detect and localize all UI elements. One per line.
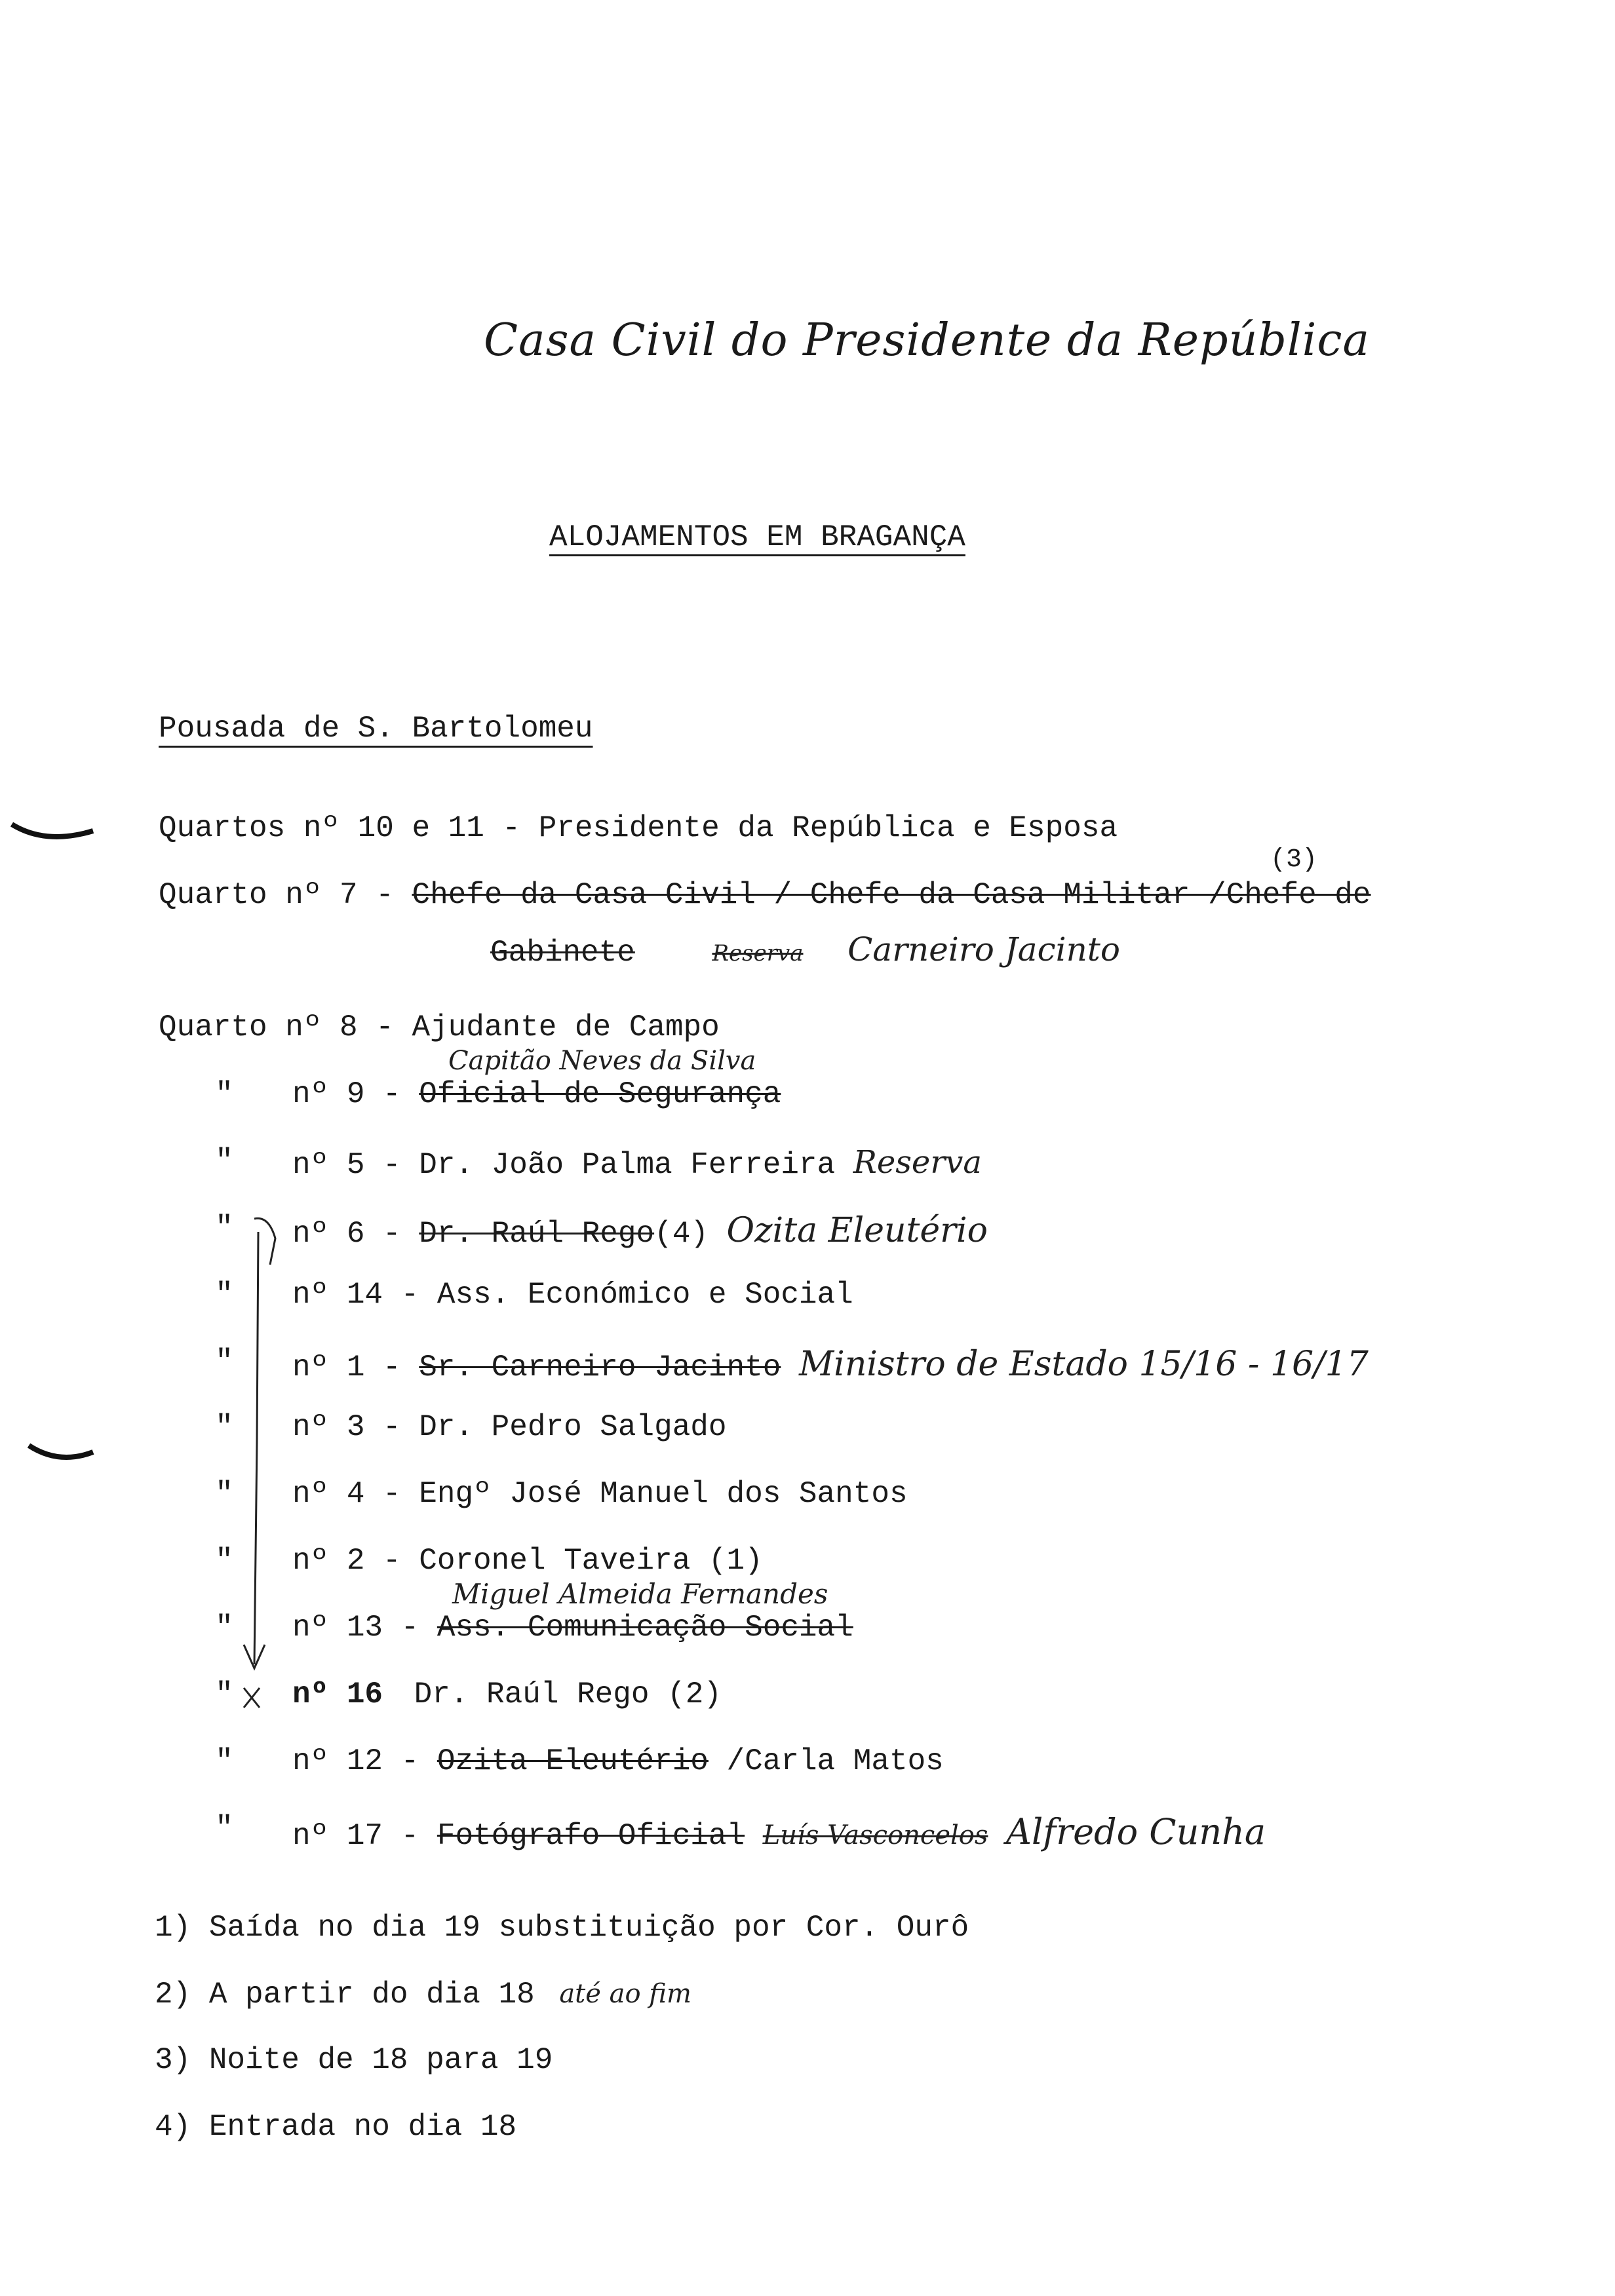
room-9-prefix: nº 9 - — [292, 1077, 419, 1111]
room-12-occupant: /Carla Matos — [726, 1744, 944, 1778]
room-7-struck-line2: Gabinete — [490, 936, 635, 970]
ditto-mark: " — [215, 1410, 233, 1444]
room-10-11-prefix: Quartos nº 10 e 11 - — [159, 811, 539, 845]
room-12-prefix: nº 12 - — [292, 1744, 437, 1778]
room-8-occupant: Ajudante de Campo — [412, 1010, 720, 1044]
ditto-mark: " — [215, 1544, 233, 1578]
ditto-mark: " — [215, 1278, 233, 1312]
cross-mark-icon — [244, 1688, 260, 1708]
room-7-handwritten: Carneiro Jacinto — [847, 930, 1120, 968]
room-17-handwritten: Alfredo Cunha — [1006, 1811, 1266, 1852]
footnote-3: 3) Noite de 18 para 19 — [155, 2043, 553, 2077]
room-1-prefix: nº 1 - — [292, 1350, 419, 1385]
room-6-prefix: nº 6 - — [292, 1217, 419, 1251]
room-6-struck: Dr. Raúl Rego — [419, 1217, 655, 1251]
ditto-mark: " — [215, 1744, 233, 1778]
room-6-note: (4) — [654, 1217, 709, 1251]
ditto-mark: " — [215, 1611, 233, 1645]
room-16-prefix: nº 16 — [292, 1677, 383, 1712]
room-12-struck: Ozita Eleutério — [437, 1744, 709, 1778]
ditto-mark: " — [215, 1144, 233, 1178]
room-5-occupant: Dr. João Palma Ferreira — [419, 1148, 836, 1182]
ditto-mark: " — [215, 1077, 233, 1111]
ditto-mark: " — [215, 1477, 233, 1511]
footnote-2: 2) A partir do dia 18 — [155, 1978, 535, 2012]
room-13-struck: Ass. Comunicação Social — [437, 1611, 853, 1645]
ditto-mark: " — [215, 1345, 233, 1379]
vertical-arrow-line — [254, 1232, 258, 1664]
room-5-prefix: nº 5 - — [292, 1148, 419, 1182]
room-9-struck: Oficial de Segurança — [419, 1077, 781, 1111]
ditto-mark: " — [215, 1677, 233, 1712]
room-6-handwritten: Ozita Eleutério — [726, 1211, 988, 1250]
room-7-prefix: Quarto nº 7 - — [159, 878, 412, 912]
section-heading: Pousada de S. Bartolomeu — [159, 712, 593, 746]
room-9-handwritten: Capitão Neves da Silva — [448, 1046, 756, 1076]
footnote-1: 1) Saída no dia 19 substituição por Cor. Ourô — [155, 1911, 969, 1945]
room-14-occupant: Ass. Económico e Social — [437, 1278, 853, 1312]
room-2-prefix: nº 2 - — [292, 1544, 419, 1578]
margin-tick-mark — [29, 1445, 93, 1457]
room-2-occupant: Coronel Taveira (1) — [419, 1544, 763, 1578]
room-7-hand-struck: Reserva — [712, 940, 804, 966]
footnote-4: 4) Entrada no dia 18 — [155, 2110, 517, 2144]
ditto-mark: " — [215, 1211, 233, 1245]
room-17-prefix: nº 17 - — [292, 1819, 437, 1853]
room-4-occupant: Engº José Manuel dos Santos — [419, 1477, 908, 1511]
room-3-occupant: Dr. Pedro Salgado — [419, 1410, 727, 1444]
room-10-11-occupant: Presidente da República e Esposa — [538, 811, 1118, 845]
room-1-struck: Sr. Carneiro Jacinto — [419, 1350, 781, 1385]
room-1-handwritten: Ministro de Estado 15/16 - 16/17 — [798, 1345, 1369, 1384]
room-17-hand-struck: Luís Vasconcelos — [762, 1820, 988, 1850]
footnote-2-handwritten: até ao fim — [559, 1979, 691, 2009]
room-7-note: (3) — [1270, 845, 1318, 875]
room-13-handwritten: Miguel Almeida Fernandes — [452, 1578, 828, 1610]
room-3-prefix: nº 3 - — [292, 1410, 419, 1444]
room-8-prefix: Quarto nº 8 - — [159, 1010, 412, 1044]
room-16-occupant: Dr. Raúl Rego (2) — [414, 1677, 722, 1712]
ditto-mark: " — [215, 1811, 233, 1845]
letterhead: Casa Civil do Presidente da República — [484, 315, 1371, 366]
margin-tick-mark — [12, 824, 93, 837]
room-13-prefix: nº 13 - — [292, 1611, 437, 1645]
room-4-prefix: nº 4 - — [292, 1477, 419, 1511]
room-14-prefix: nº 14 - — [292, 1278, 437, 1312]
room-17-struck: Fotógrafo Oficial — [437, 1819, 745, 1853]
room-5-handwritten: Reserva — [853, 1144, 983, 1181]
room-7-struck-line1: Chefe da Casa Civil / Chefe da Casa Militar /Chefe de — [412, 878, 1371, 912]
page-title: ALOJAMENTOS EM BRAGANÇA — [549, 520, 965, 554]
